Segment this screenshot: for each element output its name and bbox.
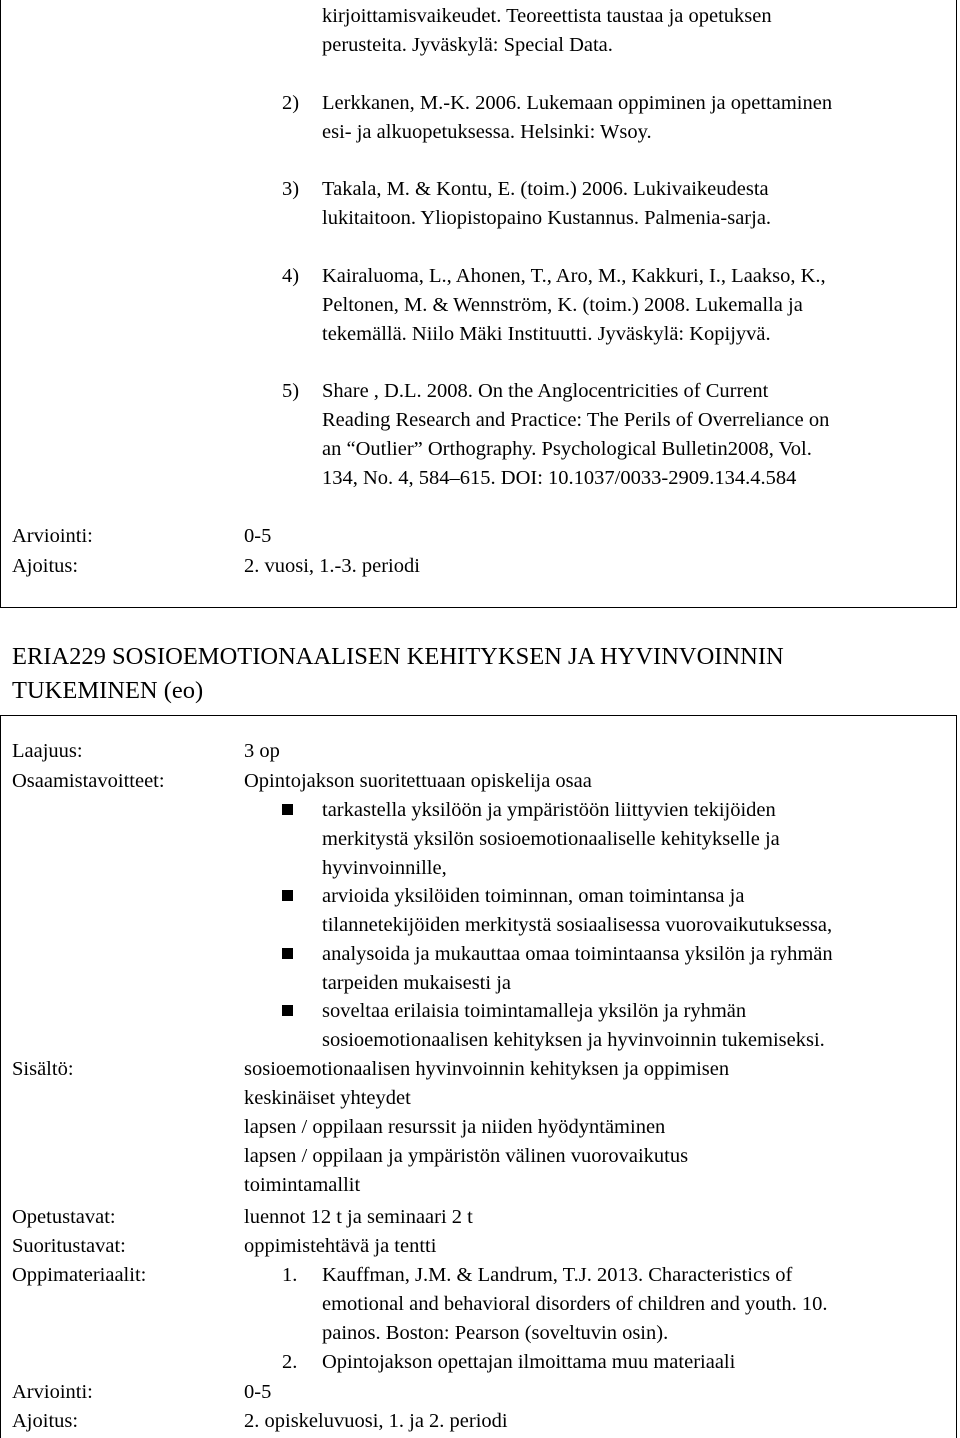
- content-line: sosioemotionaalisen hyvinvoinnin kehityksen ja oppimisen: [244, 1058, 730, 1080]
- course-title-line: ERIA229 SOSIOEMOTIONAALISEN KEHITYKSEN JA HYVINVOINNIN: [12, 643, 784, 670]
- ajoitus-value: 2. vuosi, 1.-3. periodi: [244, 555, 420, 577]
- content-line: keskinäiset yhteydet: [244, 1087, 411, 1109]
- arviointi-value: 0-5: [244, 525, 272, 547]
- sisalto-label: Sisältö:: [12, 1058, 74, 1080]
- ajoitus-value: 2. opiskeluvuosi, 1. ja 2. periodi: [244, 1410, 508, 1432]
- reference-number: 2): [282, 92, 300, 114]
- goal-line: analysoida ja mukauttaa omaa toimintaansa yksilön ja ryhmän: [322, 943, 833, 965]
- ajoitus-label: Ajoitus:: [12, 1410, 79, 1432]
- reference-line: lukitaitoon. Yliopistopaino Kustannus. Palmenia-sarja.: [322, 207, 772, 229]
- sisalto-content: [244, 1055, 729, 1200]
- square-bullet-icon: [282, 804, 293, 815]
- learning-goal-item: [282, 796, 947, 883]
- reference-line: Kairaluoma, L., Ahonen, T., Aro, M., Kakkuri, I., Laakso, K.,: [322, 265, 826, 287]
- course-title: [12, 640, 952, 708]
- goal-line: tarpeiden mukaisesti ja: [322, 972, 511, 994]
- material-line: Kauffman, J.M. & Landrum, T.J. 2013. Characteristics of: [322, 1264, 793, 1286]
- goal-line: hyvinvoinnille,: [322, 857, 447, 879]
- goal-line: tilannetekijöiden merkitystä sosiaalisessa vuorovaikutuksessa,: [322, 914, 833, 936]
- square-bullet-icon: [282, 1005, 293, 1016]
- reference-line: 134, No. 4, 584–615. DOI: 10.1037/0033-2909.134.4.584: [322, 467, 797, 489]
- suoritustavat-label: Suoritustavat:: [12, 1235, 126, 1257]
- opetustavat-label: Opetustavat:: [12, 1206, 116, 1228]
- reference-line: Reading Research and Practice: The Perils of Overreliance on: [322, 409, 830, 431]
- arviointi-value: 0-5: [244, 1381, 272, 1403]
- square-bullet-icon: [282, 890, 293, 901]
- material-line: painos. Boston: Pearson (soveltuvin osin).: [322, 1322, 669, 1344]
- content-line: toimintamallit: [244, 1174, 361, 1196]
- learning-goal-item: [282, 997, 947, 1055]
- reference-number: 4): [282, 265, 300, 287]
- reference-item-2: [282, 89, 947, 147]
- osaamistavoitteet-label: Osaamistavoitteet:: [12, 770, 165, 792]
- goal-line: soveltaa erilaisia toimintamalleja yksilön ja ryhmän: [322, 1000, 747, 1022]
- learning-goal-item: [282, 882, 947, 940]
- content-line: lapsen / oppilaan ja ympäristön välinen vuorovaikutus: [244, 1145, 689, 1167]
- square-bullet-icon: [282, 948, 293, 959]
- content-line: lapsen / oppilaan resurssit ja niiden hyödyntäminen: [244, 1116, 666, 1138]
- material-item-2: [282, 1348, 947, 1377]
- reference-line: Share , D.L. 2008. On the Anglocentricities of Current: [322, 380, 769, 402]
- material-number: 1.: [282, 1264, 298, 1286]
- material-line: emotional and behavioral disorders of children and youth. 10.: [322, 1293, 828, 1315]
- reference-item-4: [282, 262, 947, 349]
- reference-line: Lerkkanen, M.-K. 2006. Lukemaan oppiminen ja opettaminen: [322, 92, 833, 114]
- reference-number: 3): [282, 178, 300, 200]
- oppimateriaalit-label: Oppimateriaalit:: [12, 1264, 147, 1286]
- goal-line: arvioida yksilöiden toiminnan, oman toimintansa ja: [322, 885, 745, 907]
- material-number: 2.: [282, 1351, 298, 1373]
- goal-line: tarkastella yksilöön ja ympäristöön liittyvien tekijöiden: [322, 799, 776, 821]
- course-title-line: TUKEMINEN (eo): [12, 677, 204, 704]
- ajoitus-label: Ajoitus:: [12, 555, 79, 577]
- reference-line: Takala, M. & Kontu, E. (toim.) 2006. Lukivaikeudesta: [322, 178, 769, 200]
- reference-line: perusteita. Jyväskylä: Special Data.: [322, 34, 613, 56]
- reference-line: an “Outlier” Orthography. Psychological Bulletin2008, Vol.: [322, 438, 812, 460]
- arviointi-label: Arviointi:: [12, 525, 93, 547]
- reference-number: 5): [282, 380, 300, 402]
- reference-line: tekemällä. Niilo Mäki Instituutti. Jyväskylä: Kopijyvä.: [322, 323, 771, 345]
- material-line: Opintojakson opettajan ilmoittama muu materiaali: [322, 1351, 736, 1373]
- osaamistavoitteet-intro: Opintojakson suoritettuaan opiskelija osaa: [244, 770, 592, 792]
- material-item-1: [282, 1261, 947, 1348]
- reference-line: kirjoittamisvaikeudet. Teoreettista taustaa ja opetuksen: [322, 5, 772, 27]
- learning-goal-item: [282, 940, 947, 998]
- suoritustavat-value: oppimistehtävä ja tentti: [244, 1235, 437, 1257]
- goal-line: sosioemotionaalisen kehityksen ja hyvinvoinnin tukemiseksi.: [322, 1029, 825, 1051]
- laajuus-label: Laajuus:: [12, 740, 83, 762]
- laajuus-value: 3 op: [244, 740, 280, 762]
- reference-line: Peltonen, M. & Wennström, K. (toim.) 2008. Lukemalla ja: [322, 294, 803, 316]
- goal-line: merkitystä yksilön sosioemotionaaliselle kehitykselle ja: [322, 828, 780, 850]
- reference-item-3: [282, 175, 947, 233]
- reference-continuation: [322, 2, 772, 60]
- arviointi-label: Arviointi:: [12, 1381, 93, 1403]
- reference-item-5: [282, 377, 947, 493]
- opetustavat-value: luennot 12 t ja seminaari 2 t: [244, 1206, 473, 1228]
- reference-line: esi- ja alkuopetuksessa. Helsinki: Wsoy.: [322, 121, 652, 143]
